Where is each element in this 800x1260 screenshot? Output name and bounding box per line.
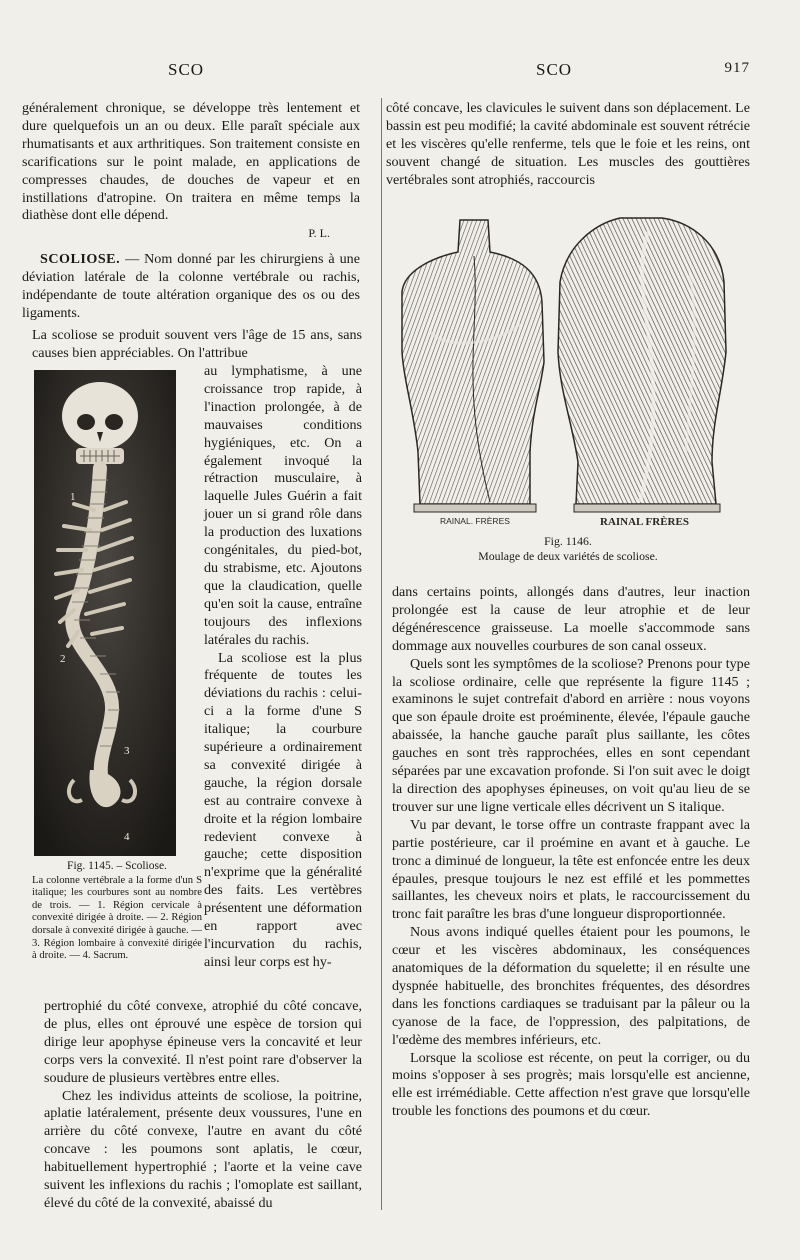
column-left-bottom <box>44 998 362 1213</box>
column-left-wrap <box>204 363 362 972</box>
paragraph-intro: La scoliose se produit souvent vers l'âge de 15 ans, sans causes bien appréciables. On l'attribue <box>32 327 362 361</box>
figure-1145-title: Fig. 1145. – Scoliose. <box>67 860 167 872</box>
figure-1146-torsos <box>390 212 750 530</box>
column-left-top <box>22 100 360 323</box>
spine-label-2: 2 <box>60 653 66 665</box>
running-head-right: SCO <box>536 60 573 79</box>
figure-1145-legend: La colonne vertébrale a la forme d'un S italique; les courbures sont au nombre de trois. — 1. Région cervicale à convexité dirigée à droite. — 2. Région dorsale à convexité dirigée à gauche. — 3. Région lombaire à convexité dirigée à droite. — 4. Sacrum. <box>32 874 202 962</box>
figure-1146-title: Fig. 1146. <box>544 534 592 548</box>
engraver-mark-right: RAINAL FRÈRES <box>600 516 689 528</box>
figure-1146-caption <box>386 534 750 564</box>
paragraph: Quels sont les symptômes de la scoliose? Prenons pour type la scoliose ordinaire, celle que représente la figure 1145 ; examinons le sujet contrefait d'abord en arrière : nous voyons que son épaule droite est proéminente, élevée, l'épaule gauche abaissée, la hanche gauche paraît plus saillante, les côtes gauches en sont très rapprochées, elles en sont cependant séparées par une excavation profonde. Si l'on suit avec le doigt la direction des apophyses épineuses, on voit qu'au lieu de se trouver sur une ligne verticale elles décrivent un S italique. <box>392 655 750 815</box>
paragraph: généralement chronique, se développe très lentement et dure quelquefois un an ou deux. Elle paraît spéciale aux rhumatisants et aux arthritiques. Son traitement consiste en scarifications sur le point malade, en applications de compresses chaudes, de douches de vapeur et en instillations d'atropine. On traitera en même temps la diathèse dont elle dépend. <box>22 100 360 224</box>
spine-label-4: 4 <box>124 831 130 843</box>
entry-scoliose <box>22 251 360 323</box>
spine-illustration <box>34 370 176 856</box>
paragraph: Vu par devant, le torse offre un contraste frappant avec la partie postérieure, car il proémine en avant et à gauche. Le tronc a diminué de longueur, la tête est enfoncée entre les deux épaules, presque toujours le nez est effilé et les pommettes saillantes, les cheveux noirs et plats, le raccourcissement du tronc fait paraître les bras d'une longueur disproportionnée. <box>392 816 750 923</box>
paragraph: Nous avons indiqué quelles étaient pour les poumons, le cœur et les viscères abdominaux, les conséquences anatomiques de la déformation du squelette; il en résulte une dyspnée habituelle, des bronchites fréquentes, des désordres dans les fonctions cardiaques se traduisant par la pâleur ou la cyanose de la face, de l'oppression, des palpitations, de l'œdème des membres inférieurs, etc. <box>392 924 750 1048</box>
paragraph: Chez les individus atteints de scoliose, la poitrine, aplatie latéralement, présente deux voussures, l'une en arrière du côté convexe, l'autre en avant du côté concave : les poumons sont aplatis, le cœur, habituellement hypertrophié ; l'aorte et la veine cave suivent les inflexions du rachis ; l'omoplate est saillant, élevé du côté de la convexité, abaissé du <box>44 1087 362 1211</box>
author-signature: P. L. <box>308 226 330 241</box>
paragraph: au lymphatisme, à une croissance trop rapide, à l'inaction prolongée, à de mauvaises conditions hygiéniques, etc. On a également invoqué la rétraction musculaire, à laquelle Jules Guérin a fait jouer un si grand rôle dans la production des luxations congénitales, du pied-bot, du strabisme, etc. Ajoutons que la claudication, quelle qu'en soit la cause, entraîne toujours des inflexions latérales du rachis. <box>204 363 362 648</box>
page-number: 917 <box>724 60 750 76</box>
paragraph: dans certains points, allongés dans d'autres, leur inaction prolongée est la cause de leur atrophie et de leur dégénérescence graisseuse. La moelle s'accommode sans dommage aux nouvelles courbures de son canal osseux. <box>392 584 750 654</box>
column-rule <box>381 98 382 1210</box>
paragraph: côté concave, les clavicules le suivent dans son déplacement. Le bassin est peu modifié; la cavité abdominale est souvent rétrécie et les viscères qu'elle renferme, tels que le foie et les reins, ont souvent changé de situation. Les muscles des gouttières vertébrales sont atrophiés, raccourcis <box>386 100 750 188</box>
column-right-bottom <box>392 584 750 1121</box>
torsos-illustration <box>390 212 750 530</box>
spine-label-1: 1 <box>70 491 76 503</box>
spine-label-3: 3 <box>124 745 130 757</box>
figure-1145-caption <box>32 860 202 963</box>
paragraph: La scoliose est la plus fréquente de toutes les déviations du rachis : celui-ci a la forme d'une S italique; la courbure supérieure a ordinairement sa convexité dirigée à gauche, la région dorsale est au contraire convexe à droite et la région lombaire redevient convexe à gauche; cette disposition n'exprime que la généralité des faits. Les vertèbres présentent une déformation en rapport avec l'incurvation du rachis, ainsi leur corps est hy- <box>204 649 362 970</box>
figure-1145-spine <box>34 370 176 856</box>
entry-definition: — Nom donné par les chirurgiens à une déviation latérale de la colonne vertébrale ou rachis, indépendante de toute altération organique des os ou des ligaments. <box>22 251 360 321</box>
paragraph: Lorsque la scoliose est récente, on peut la corriger, ou du moins s'opposer à ses progrès; mais lorsqu'elle est ancienne, elle est irrémédiable. Cette affection n'est grave que lorsqu'elle trouble les fonctions des poumons et du cœur. <box>392 1049 750 1120</box>
column-right-top <box>386 100 750 190</box>
figure-1146-legend: Moulage de deux variétés de scoliose. <box>478 549 658 563</box>
paragraph: pertrophié du côté convexe, atrophié du côté concave, de plus, elles ont éprouvé une espèce de torsion qui dirige leur apophyse épineuse vers la concavité et leur corps vers la convexité. Il n'est point rare d'observer la soudure de plusieurs vertèbres entre elles. <box>44 998 362 1086</box>
running-head-left: SCO <box>168 60 205 79</box>
entry-term: SCOLIOSE. <box>40 251 121 268</box>
engraver-mark-left: RAINAL. FRÈRES <box>440 516 510 526</box>
